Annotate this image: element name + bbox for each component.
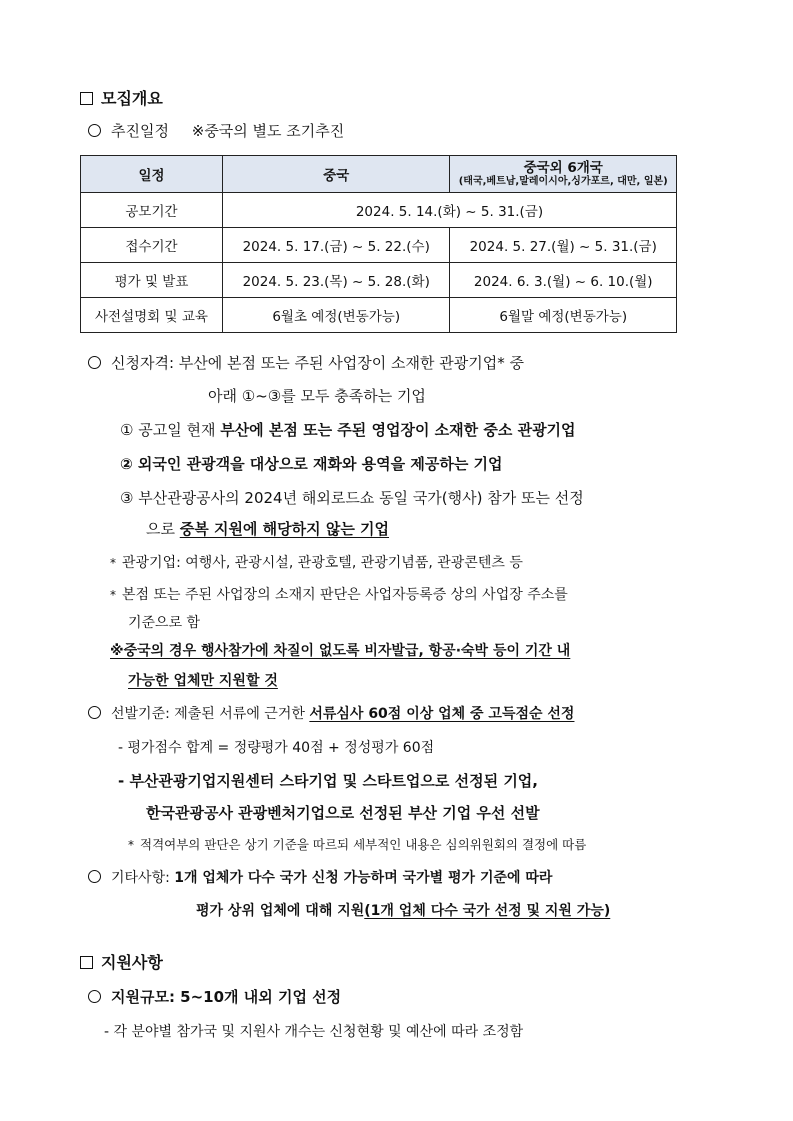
table-row: 공모기간 2024. 5. 14.(화) ~ 5. 31.(금) <box>81 193 677 228</box>
table-row: 평가 및 발표 2024. 5. 23.(목) ~ 5. 28.(화) 2024. 6. 3.(월) ~ 6. 10.(월) <box>81 263 677 298</box>
note-tourism-company: * 관광기업: 여행사, 관광시설, 관광호텔, 관광기념품, 관광콘텐츠 등 <box>110 555 523 571</box>
support-scale-note: - 각 분야별 참가국 및 지원사 개수는 신청현황 및 예산에 따라 조정함 <box>104 1024 524 1040</box>
note-location-line1: * 본점 또는 주된 사업장의 소재지 판단은 사업자등록증 상의 사업장 주소를 <box>110 587 568 603</box>
asterisk-icon: * <box>110 556 116 570</box>
table-header-row <box>81 156 677 193</box>
eligibility-item-1: ① 공고일 현재 부산에 본점 또는 주된 영업장이 소재한 중소 관광기업 <box>120 421 576 439</box>
eligibility-item-2: ② 외국인 관광객을 대상으로 재화와 용역을 제공하는 기업 <box>120 455 503 473</box>
section-title-recruitment: 모집개요 <box>80 86 163 109</box>
header-schedule: 일정 <box>81 156 223 193</box>
circle-bullet-icon <box>88 990 101 1003</box>
asterisk-icon: * <box>110 588 116 602</box>
support-scale: 지원규모: 5~10개 내외 기업 선정 <box>88 986 341 1007</box>
schedule-table <box>80 155 677 333</box>
schedule-heading: 추진일정 ※중국의 별도 조기추진 <box>88 120 344 141</box>
circle-bullet-icon <box>88 870 101 883</box>
checkbox-square-icon <box>80 92 93 105</box>
selection-priority-line2: 한국관광공사 관광벤처기업으로 선정된 부산 기업 우선 선발 <box>146 804 540 822</box>
eligibility-line2: 아래 ①~③를 모두 충족하는 기업 <box>208 387 426 405</box>
table-row: 사전설명회 및 교육 6월초 예정(변동가능) 6월말 예정(변동가능) <box>81 298 677 333</box>
table-row: 접수기간 2024. 5. 17.(금) ~ 5. 22.(수) 2024. 5. 27.(월) ~ 5. 31.(금) <box>81 228 677 263</box>
other-line2: 평가 상위 업체에 대해 지원(1개 업체 다수 국가 선정 및 지원 가능) <box>196 903 611 919</box>
circle-bullet-icon <box>88 706 101 719</box>
circle-bullet-icon <box>88 124 101 137</box>
circle-bullet-icon <box>88 356 101 369</box>
selection-priority-line1: - 부산관광기업지원센터 스타기업 및 스타트업으로 선정된 기업, <box>118 772 538 790</box>
eligibility-item-3-line1: ③ 부산관광공사의 2024년 해외로드쇼 동일 국가(행사) 참가 또는 선정 <box>120 489 584 507</box>
note-location-line2: 기준으로 함 <box>128 615 201 631</box>
other-line1: 기타사항: 1개 업체가 다수 국가 신청 가능하며 국가별 평가 기준에 따라 <box>88 867 552 887</box>
selection-score-total: - 평가점수 합계 = 정량평가 40점 + 정성평가 60점 <box>118 740 435 756</box>
section-title-support: 지원사항 <box>80 950 163 973</box>
china-warning-line2: 가능한 업체만 지원할 것 <box>128 673 278 689</box>
selection-criteria: 선발기준: 제출된 서류에 근거한 서류심사 60점 이상 업체 중 고득점순 선정 <box>88 703 574 723</box>
header-china: 중국 <box>222 156 450 193</box>
selection-note: * 적격여부의 판단은 상기 기준을 따르되 세부적인 내용은 심의위원회의 결정에 따름 <box>128 837 587 852</box>
eligibility-item-3-line2: 으로 중복 지원에 해당하지 않는 기업 <box>146 520 390 538</box>
china-warning-line1: ※중국의 경우 행사참가에 차질이 없도록 비자발급, 항공·숙박 등이 기간 내 <box>110 643 571 659</box>
checkbox-square-icon <box>80 956 93 969</box>
eligibility-line1: 신청자격: 부산에 본점 또는 주된 사업장이 소재한 관광기업* 중 <box>88 352 524 373</box>
header-others: 중국외 6개국 (태국,베트남,말레이시아,싱가포르, 대만, 일본) <box>450 156 677 193</box>
asterisk-icon: * <box>128 838 134 852</box>
